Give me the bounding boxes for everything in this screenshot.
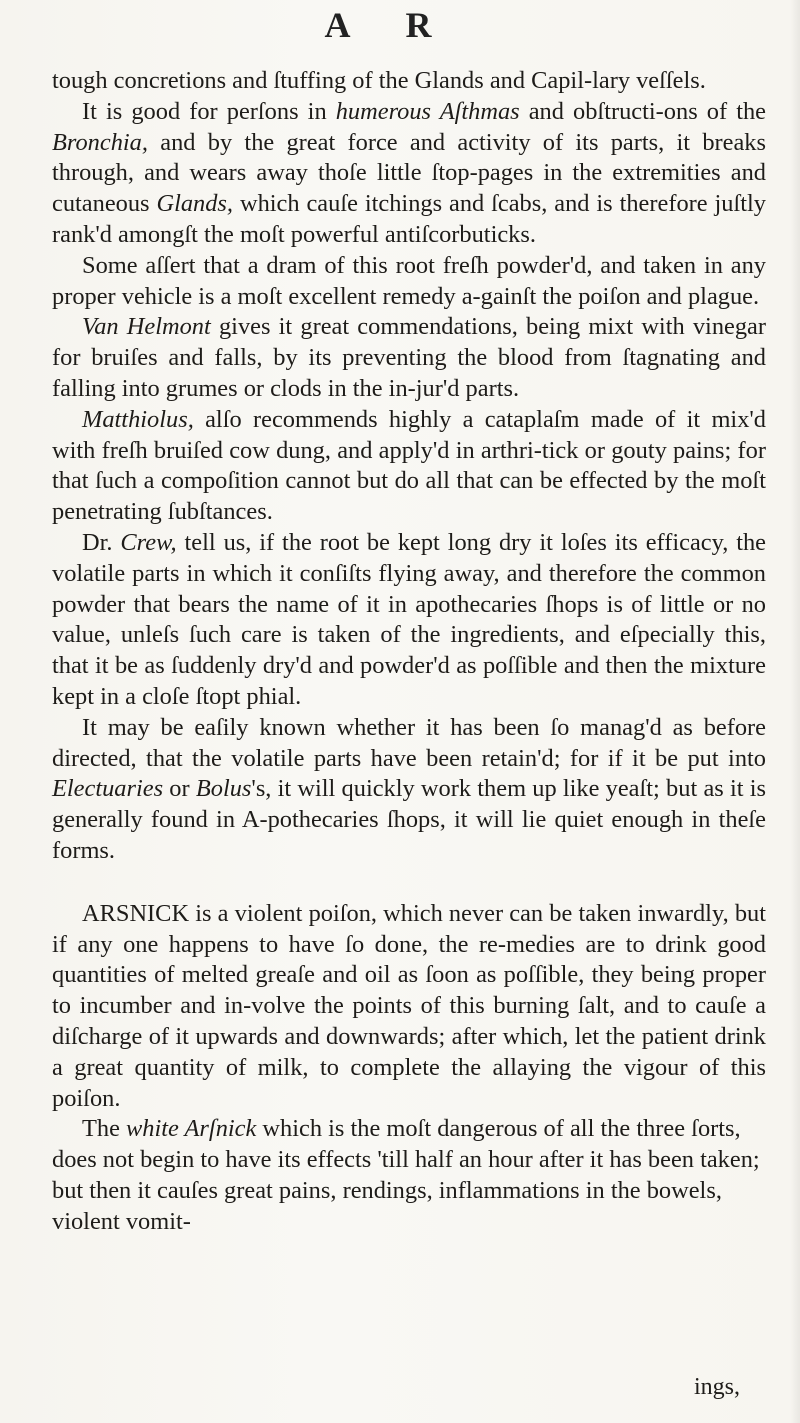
text-run: or xyxy=(163,775,196,803)
paragraph-1 xyxy=(52,97,766,251)
page-edge-shadow xyxy=(790,0,800,1423)
text-run: It is good for perſons in xyxy=(82,97,336,125)
text-run: and obſtructi-ons of the xyxy=(519,97,766,125)
text-run: Some aſſert that a dram of this root freſh powder'd, and taken in any proper vehicle is a moſt excellent remedy a-gainſt the poiſon and plague. xyxy=(52,251,766,310)
text-run: and by the great force and activity of its parts, it breaks through, and wears away thoſe little ſtop-pages in the extremities and cutaneous xyxy=(52,128,766,218)
paragraph-0 xyxy=(52,66,766,97)
paragraph-7 xyxy=(52,899,766,1115)
paragraph-6 xyxy=(52,713,766,867)
text-run: ARSNICK is a violent poiſon, which never can be taken inwardly, but if any one happens to have ſo done, the re-medies are to drink good quantities of melted greaſe and oil as ſoon as poſſible, they being proper to incumber and in-volve the points of this burning ſalt, and to cauſe a diſcharge of it upwards and downwards; after which, let the patient drink a great quantity of milk, to complete the allaying the vigour of this poiſon. xyxy=(52,899,766,1112)
text-run: alſo recommends highly a cataplaſm made of it mix'd with freſh bruiſed cow dung, and apply'd in arthri-tick or gouty pains; for that ſuch a compoſition cannot but do all that can be effected by the moſt penetrating ſubſtances. xyxy=(52,405,766,526)
text-run: The xyxy=(82,1115,127,1143)
running-head: A R xyxy=(324,5,456,45)
paragraph-4 xyxy=(52,405,766,528)
paragraph-8 xyxy=(52,1114,766,1237)
italic-text-run: Electuaries xyxy=(52,775,164,803)
italic-text-run: Van Helmont xyxy=(82,313,211,341)
paragraph-5 xyxy=(52,528,766,713)
catchword: ings, xyxy=(693,1374,740,1400)
text-run: which cauſe itchings and ſcabs, and is therefore juſtly rank'd amongſt the moſt powerful antiſcorbuticks. xyxy=(52,190,767,248)
italic-text-run: humerous Aſthmas xyxy=(335,97,520,125)
italic-text-run: Glands, xyxy=(156,190,234,218)
italic-text-run: white Arſnick xyxy=(126,1115,257,1143)
text-run: 's, it will quickly work them up like yeaſt; but as it is generally found in A-pothecaries ſhops, it will lie quiet enough in theſe forms. xyxy=(52,775,767,864)
text-run: tough concretions and ſtuffing of the Glands and Capil-lary veſſels. xyxy=(52,67,706,94)
text-run: which is the moſt dangerous of all the three ſorts, does not begin to have its effects 'till half an hour after it has been taken; but then it cauſes great pains, rendings, inflammations in the bowels, violent vomit- xyxy=(52,1115,760,1235)
text-run: tell us, if the root be kept long dry it loſes its efficacy, the volatile parts in which it conſiſts flying away, and therefore the common powder that bears the name of it in apothecaries ſhops is of little or no value, unleſs ſuch care is taken of the ingredients, and eſpecially this, that it be as ſuddenly dry'd and powder'd as poſſible and then the mixture kept in a cloſe ſtopt phial. xyxy=(52,528,766,710)
text-run: gives it great commendations, being mixt with vinegar for bruiſes and falls, by its preventing the blood from ſtagnating and falling into grumes or clods in the in-jur'd parts. xyxy=(52,313,767,402)
italic-text-run: Matthiolus, xyxy=(82,405,194,433)
body-text xyxy=(52,66,766,1237)
italic-text-run: Bolus xyxy=(195,775,252,803)
text-run: Dr. xyxy=(82,528,121,556)
text-run: It may be eaſily known whether it has been ſo manag'd as before directed, that the volatile parts have been retain'd; for if it be put into xyxy=(52,713,766,772)
italic-text-run: Crew, xyxy=(120,528,177,556)
italic-text-run: Bronchia, xyxy=(52,128,148,156)
paragraph-2 xyxy=(52,251,766,313)
paragraph-3 xyxy=(52,312,766,404)
